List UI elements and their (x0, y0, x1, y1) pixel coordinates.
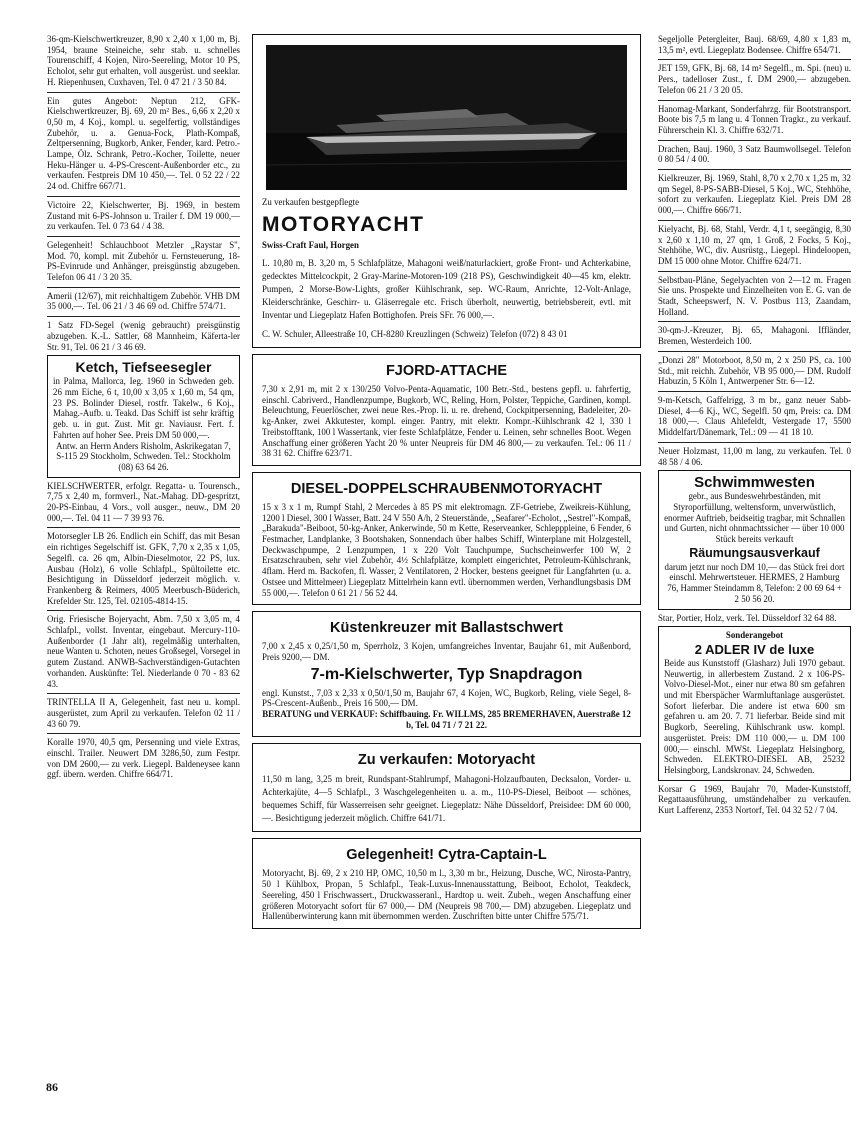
motoryacht-title: MOTORYACHT (262, 213, 425, 236)
snapdragon-body: engl. Kunstst., 7,03 x 2,33 x 0,50/1,50 m, Baujahr 67, 4 Kojen, WC, Bugkorb, Reling, viele Segel, 8-PS-Crescent-Außenb., Preis 16 500,— DM. (262, 687, 631, 709)
fjord-ad-box (252, 354, 641, 466)
snapdragon-title: 7-m-Kielschwerter, Typ Snapdragon (310, 665, 583, 683)
divider (47, 287, 240, 288)
cytra-title: Gelegenheit! Cytra-Captain-L (346, 847, 547, 864)
kuesten-contact: BERATUNG und VERKAUF: Schiffbauing. Fr. WILLMS, 285 BREMERHAVEN, Auerstraße 12 b, Tel. 04 71 / 7 21 22. (262, 709, 631, 730)
divider (658, 321, 851, 322)
classified-ad: Korsar G 1969, Baujahr 70, Mader-Kunststoff, Regattaausführung, umständehalber zu verkaufen. Kurt Lafferenz, 2353 Nortorf, Tel. 04 32 52 / 7 04. (658, 783, 851, 816)
adler-ad-box (658, 626, 851, 780)
motoryacht-ad-box (252, 34, 641, 348)
classified-ad: Orig. Friesische Bojeryacht, Abm. 7,50 x 3,05 m, 4 Schlafpl., vollst. Inventar, eingebaut. Mercury-110-Außenborder (1 Jahr alt), regelmäßig unterhalten, neue Wanten u. Schoten, neues Großsegel, Vorsegel in gutem Zustand. ANWB-Sachverständigen-Gutachten vorhanden. Auskünfte: Tel. Niederlande 0 70 - 83 62 43. (47, 614, 241, 689)
motoryacht-subtitle: Swiss-Craft Faul, Horgen (262, 240, 359, 250)
page-number: 86 (46, 1080, 58, 1094)
divider (658, 442, 851, 443)
divider (658, 59, 851, 60)
classified-ad: Victoire 22, Kielschwerter, Bj. 1969, in bestem Zustand mit 6-PS-Johnson u. Trailer f. DM 19 000,— zu verkaufen. Tel. 0 73 64 / 4 38. (47, 199, 240, 232)
schwimmwesten-ad-box (658, 470, 851, 609)
left-column (47, 34, 240, 780)
motoryacht-contact: C. W. Schuler, Alleestraße 10, CH-8280 Kreuzlingen (Schweiz) Telefon (072) 8 43 01 (262, 329, 568, 339)
zu-verkaufen-ad-box (252, 743, 641, 832)
divider (47, 527, 240, 528)
ketch-body: in Palma, Mallorca, Ieg. 1960 in Schweden geb. 26 mm Eiche, 6 t, 10,00 x 3,05 x 1,60 m, 54 qm, 23 PS. Bolinder Diesel, rostfr. Takelw., 6 Koj., Mahag.-Aufb. u. Teakd. Das Schiff ist sehr kräftig geb. u. in gut. Zust. Mit gr. Naviausr. Fert. f. Fahrten auf hoher See. Preis DM 50 000,—. (53, 376, 234, 440)
schwimmwesten-title: Schwimmwesten (694, 474, 815, 492)
classified-ad: Motorsegler LB 26. Endlich ein Schiff, das mit Besan ein richtiges Segelschiff ist. GFK, 7,70 x 2,35 x 1,05, Segelfl. ca. 26 qm, Albin-Dieselmotor, 22 PS, lux. Ausbau (Holz), 6 volle Schlafpl., Spültoilette etc. Besichtigung in Düsseldorf jederzeit möglich. v. Frankenberg & Reimers, 4005 Meerbusch-Büderich, Krefelder Str. 125, Tel. 02105-4814-15. (47, 531, 240, 606)
sonder-label: Sonderangebot (725, 630, 784, 641)
divider (658, 220, 851, 221)
divider (47, 693, 240, 694)
classified-ad: Hanomag-Markant, Sonderfahrzg. für Bootstransport. Boote bis 7,5 m lang u. 4 Tonnen Tragkr., zu verkauf. Führerschein Kl. 3. Chiffre 632/71. (658, 103, 851, 135)
classified-ad: 9-m-Ketsch, Gaffelrigg, 3 m br., ganz neuer Sabb-Diesel, 4—6 Kj., WC, Segelfl. 50 qm, Preis: ca. DM 18 000,—. Claus Ahlefeldt, Vestergade 17, 5500 Middelfart/Dänemark, Tel.: 09 — 41 18 10. (658, 394, 851, 438)
classified-ad: JET 159, GFK, Bj. 68, 14 m² Segelfl., m. Spi. (neu) u. Pers., tadelloser Zust., f. DM 2900,— abzugeben. Telefon 06 21 / 3 20 05. (658, 63, 851, 95)
divider (658, 391, 851, 392)
motoryacht-body: L. 10,80 m, B. 3,20 m, 5 Schlafplätze, Mahagoni weiß/naturlackiert, große Front- und Achterkabine, gedecktes Mittelcockpit, 2 Gray-Marine-Motoren-109 (218 PS), Geschwindigkeit 40—45 km, elektr. Pumpen, 2 Morse-Bow-Lights, großer Kühlschrank, sep. WC-Raum, Anrichte, 12-Volt-Anlage, Kleiderschränke, Geschirr- u. Gläserregale etc. Frisch überholt, neuwertig, betriebsbereit, evtl. mit Inventar und Liegeplatz Hafen Bottighofen. Preis SFr. 76 000,—. (262, 258, 631, 320)
divider (47, 92, 240, 93)
yacht-photo (266, 45, 627, 190)
classified-ad: Koralle 1970, 40,5 qm, Persenning und viele Extras, einschl. Trailer. Neuwert DM 3286,50, zum Festpr. von DM 2600,— zu verk. Liegepl. Baldeneysee kann ggf. übern. werden. Chiffre 664/71. (47, 737, 240, 780)
adler-title: 2 ADLER IV de luxe (694, 641, 815, 657)
classified-ad: 36-qm-Kielschwertkreuzer, 8,90 x 2,40 x 1,00 m, Bj. 1954, braune Steineiche, sehr stab. u. schnelles Tourenschiff, 4 Kojen, Niro-Seereling, Motor 10 PS, Echolot, sehr gut erhalten, voll ausgerüst. und seeklar. H. Riepenhusen, Cuxhaven, Tel. 0 47 21 / 3 50 84. (47, 34, 240, 87)
yacht-photo-image (266, 45, 627, 190)
zu-verkaufen-title: Zu verkaufen: Motoryacht (357, 752, 536, 769)
diesel-ad-box (252, 472, 641, 605)
classified-ad: Neuer Holzmast, 11,00 m lang, zu verkaufen. Tel. 0 48 58 / 4 06. (658, 445, 851, 467)
kuesten-title: Küstenkreuzer mit Ballastschwert (330, 620, 563, 637)
raeumung-title: Räumungsausverkauf (689, 545, 820, 560)
classified-ad: Selbstbau-Pläne, Segelyachten von 2—12 m. Fragen Sie uns. Prospekte und Einzelheiten von E. G. van de Stadt, Scheepswerf, N. V. Postbus 113, Zaandam, Holland. (658, 274, 851, 317)
classified-ad: Star, Portier, Holz, verk. Tel. Düsseldorf 32 64 88. (658, 612, 837, 623)
kuesten-body: 7,00 x 2,45 x 0,25/1,50 m, Sperrholz, 3 Kojen, umfangreiches Inventar, Baujahr 61, mit Außenbord, Preis 9200,— DM. (262, 641, 631, 662)
classified-ad: 30-qm-J.-Kreuzer, Bj. 65, Mahagoni. Iffländer, Bremen, Westerdeich 100. (658, 325, 851, 347)
divider (47, 236, 240, 237)
fjord-title: FJORD-ATTACHE (385, 363, 508, 379)
classified-ad: TRINTELLA II A, Gelegenheit, fast neu u. kompl. ausgerüstet, zum April zu verkaufen. Telefon 02 11 / 43 60 79. (47, 697, 240, 729)
classified-ad: Kielyacht, Bj. 68, Stahl, Verdr. 4,1 t, seegängig, 8,30 x 2,60 x 1,10 m, 27 qm, 1 Groß, 2 Focks, 5 Koj., Stehhöhe, WC, div. Ausrüstg., Liegepl. Hindeloopen, DM 15 000 ohne Motor. Chiffre 624/71. (658, 223, 851, 266)
classified-ad: Segeljolle Petergleiter, Bauj. 68/69, 4,80 x 1,83 m, 13,5 m², evtl. Liegeplatz Bodensee. Chiffre 654/71. (658, 34, 851, 55)
adler-body: Beide aus Kunststoff (Glasharz) Juli 1970 gebaut. Neuwertig, in allerbestem Zustand. 2 x 106-PS-Volvo-Diesel-Mot., einer nur etwa 80 sm gefahren und mit Eberspächer Warmluftanlage ausgerüstet. Sofort lieferbar. Die andere ist etwa 600 sm gefahren u. am 20. 7. 71 lieferbar. Beide sind mit Bugkorb, Seereling, Kühlschrank usw. kompl. ausgerüstet. Preis: DM 110 000,— u. DM 100 000,— einschl. MWSt. Liegeplatz Helsingborg, Schweden. ELEKTRO-DIESEL AB, 25232 Helsingborg, Landskronav. 24, Schweden. (664, 657, 845, 775)
divider (658, 100, 851, 101)
cytra-ad-box (252, 838, 641, 929)
divider (47, 610, 240, 611)
classified-ad: Gelegenheit! Schlauchboot Metzler „Raystar S", Mod. 70, kompl. mit Zubehör u. Fernsteuerung, 18-PS-Evinrude und Anhänger, preisgünstig abzugeben. Telefon 06 41 / 3 20 35. (47, 239, 240, 283)
divider (658, 169, 851, 170)
divider (658, 271, 851, 272)
raeumung-body: darum jetzt nur noch DM 10,— das Stück frei dort einschl. Mehrwertsteuer. HERMES, 2 Hamburg 76, Hammer Steindamm 8, Telefon: 2 00 69 64 + 2 50 56 20. (664, 561, 845, 604)
cytra-body: Motoryacht, Bj. 69, 2 x 210 HP, OMC, 10,50 m l., 3,30 m br., Heizung, Dusche, WC, Nirosta-Pantry, 50 l Kühlbox, Propan, 5 Schlafpl., Teak-Luxus-Innenausstattung, Beiboot, Echolot, Teakdeck, Seereling, 450 l Frischwassert., Druckwasseranl., Hardtop u. weit. Zubeh., wegen Anschaffung einer größeren Motoryacht sofort für 67 000,— DM (Neupreis 98 700,— DM) abzugeben. Liegeplatz und Hallenüberwinterung kann mit übernommen werden. Zuschriften bitte unter Chiffre 575/71. (262, 868, 631, 922)
right-column (658, 34, 851, 816)
diesel-title: DIESEL-DOPPELSCHRAUBENMOTORYACHT (290, 480, 603, 497)
diesel-body: 15 x 3 x 1 m, Rumpf Stahl, 2 Mercedes à 85 PS mit elektromagn. ZF-Getriebe, Zweikreis-Kühlung, 1200 l Diesel, 300 l Wasser, Batt. 24 V 550 A/h, 2 Steuerstände, „Seafarer"-Echolot, „Sestrel"-Kompaß, „Barakuda"-Beiboot, 50-kg-Anker, Ankerwinde, 50 m Kette, Reserveanker, Schlepppleine, 6 Fender, 6 Festmacher, Landplanke, 3 Bootshaken, Sonnendach über halbes Schiff, Winterplane mit Holzgestell, Deckwaschpumpe, 2 Lenzpumpen, 1 x 220 Volt Tauchpumpe, Suchscheinwerfer 100 W, 2 Ersatzschrauben, sehr viel Zubehör, 4½ Schlafplätze, komplett eingerichtet, Petroleum-Kühlschrank, 4flam. Herd m. Backofen, fl. Wasser, 2 Ventilatoren, 2 Hocker, bestens geeignet für Langfahrten (u. a. Ostsee und Mittelmeer) Liegeplatz Mittelrhein kann evtl. übernommen werden, Verhandlungsbasis DM 55 000,—. Telefon 0 61 21 / 56 52 44. (262, 501, 631, 598)
zu-verkaufen-body: 11,50 m lang, 3,25 m breit, Rundspant-Stahlrumpf, Mahagoni-Holzaufbauten, Decksalon, Vorder- u. Achterkajüte, 4—5 Schlafpl., 3 Waschgelegenheiten u. a. m., 110-PS-Diesel, Beiboot — schönes, bequemes Schiff, für Wasserreisen sehr geeignet. Liegeplatz: Nähe Düsseldorf, Preisidee: DM 60 000,—. Besichtigung jederzeit möglich. Chiffre 641/71. (262, 774, 631, 824)
fjord-body: 7,30 x 2,91 m, mit 2 x 130/250 Volvo-Penta-Aquamatic, 100 Betr.-Std., bestens gepfl. u. fahrfertig, einschl. Cabriverd., Handlenzpumpe, Bugkorb, WC, Reling, Horn, Polster, Teppiche, Gardinen, kompl. Beleuchtung, Feuerlöscher, zwei neue Res.-Prop. li. u. re. drehend, Cockpitpersenning, Badeleiter, 20-kg-Anker, zwei Akkutester, kompl. einger. Pantry, mit elektr. Kompr.-Kühlschrank 42 l, 330 l Treibstofftank, 100 l Wassertank, vier feste Schlafplätze, Fender u. Leinen, sehr schnelles Boot. Wegen Anschaffung einer größeren Yacht 20 % unter Neupreis für DM 46 800,— zu verkaufen. Tel.: 06 11 / 38 31 62. Chiffre 623/71. (262, 384, 631, 459)
ketch-contact: Antw. an Herrn Anders Risholm, Askrikegatan 7, S-115 29 Stockholm, Schweden. Tel.: Stockholm (08) 63 64 26. (56, 440, 231, 472)
divider (658, 351, 851, 352)
classified-ad: Ein gutes Angebot: Neptun 212, GFK-Kielschwertkreuzer, Bj. 69, 20 m² Bes., 6,66 x 2,20 x 0,50 m, 4 Koj., kompl. u. segelfertig, vollständiges Zubehör, u. a. Genua-Fock, Plath-Kompaß, Zeltpersenning, Bugkorb, Anker, Fender, kard. Petro.-Lampe, Ölz. Schrank, Petro.-Kocher, Toilette, neuer Heku-Hänger u. 4-PS-Crescent-Außenborder etc., zu verkaufen. Festpreis DM 10 450,—. Tel. 0 52 22 / 22 24 od. Chiffre 667/71. (47, 95, 240, 192)
ketch-ad-box (47, 355, 240, 477)
schwimmwesten-body: gebr., aus Bundeswehrbeständen, mit Styroporfüllung, weltensform, unverwüstlich, enormer Auftrieb, beidseitig tragbar, mit Schnallen und Gurten, nicht ohnmachtssicher — über 10 000 Stück bereits verkauft (664, 491, 845, 545)
motoryacht-intro: Zu verkaufen bestgepflegte (262, 197, 360, 207)
classified-ad: 1 Satz FD-Segel (wenig gebraucht) preisgünstig abzugeben. K.-L. Sattler, 68 Mannheim, Käferta-ler Str. 91, Tel. 06 21 / 3 46 69. (47, 320, 240, 352)
classified-ad: Kielkreuzer, Bj. 1969, Stahl, 8,70 x 2,70 x 1,25 m, 32 qm Segel, 8-PS-SABB-Diesel, 5 Koj., WC, Stehhöhe, sofort zu verkaufen. Liegeplatz Kiel. Preis DM 28 000,—. Chiffre 666/71. (658, 173, 851, 216)
classified-ad: Amerii (12/67), mit reichhaltigem Zubehör. VHB DM 35 000,—. Tel. 06 21 / 3 46 69 od. Chiffre 574/71. (47, 290, 240, 312)
classified-ad: KIELSCHWERTER, erfolgr. Regatta- u. Tourensch., 7,75 x 2,40 m, formverl., Nat.-Mahag. DD-gespritzt, 20-PS-Einbau, 4 Vors., voll ausger., neuw., DM 20 000,—. Tel. 04 11 — 7 39 93 76. (47, 480, 240, 523)
ketch-title: Ketch, Tiefseesegler (75, 359, 212, 376)
classified-ad: „Donzi 28" Motorboot, 8,50 m, 2 x 250 PS, ca. 100 Std., mit reichh. Zubehör, VB 95 000,— DM. Rudolf Habuzin, 5 Köln 1, Antwerpener Str. 6—12. (658, 354, 851, 387)
middle-column (252, 34, 641, 935)
divider (47, 733, 240, 734)
divider (47, 316, 240, 317)
kuesten-ad-box (252, 611, 641, 737)
divider (658, 140, 851, 141)
classified-ad: Drachen, Bauj. 1960, 3 Satz Baumwollsegel. Telefon 0 80 54 / 4 00. (658, 143, 851, 165)
divider (47, 196, 240, 197)
